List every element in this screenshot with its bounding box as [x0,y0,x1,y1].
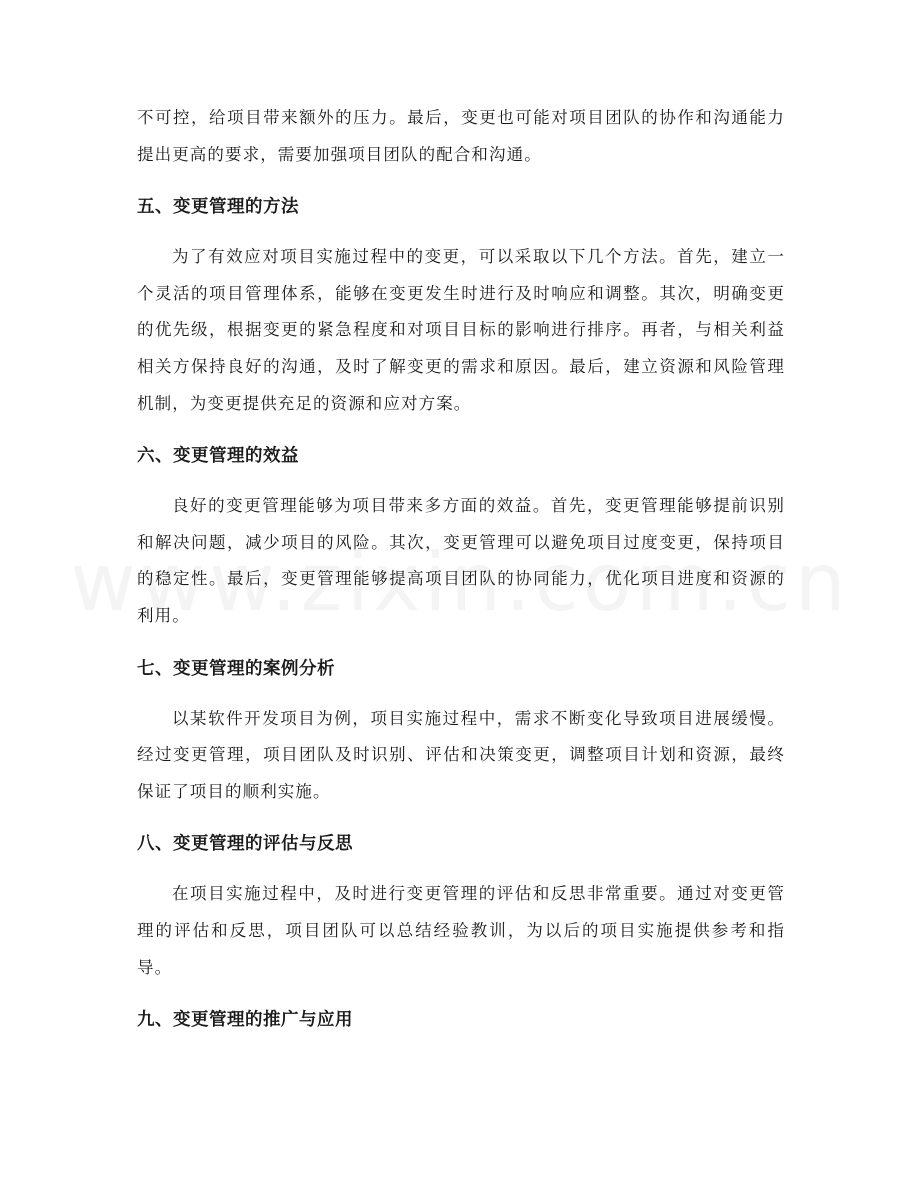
section-heading-6: 六、变更管理的效益 [137,446,299,467]
section-heading-9: 九、变更管理的推广与应用 [137,1010,353,1031]
section-heading-5: 五、变更管理的方法 [137,197,299,218]
section-heading-7: 七、变更管理的案例分析 [137,658,335,679]
section-heading-8: 八、变更管理的评估与反思 [137,834,353,855]
document-page [137,100,785,1038]
paragraph-section-7: 以某软件开发项目为例，项目实施过程中，需求不断变化导致项目进展缓慢。经过变更管理，项目团队及时识别、评估和决策变更，调整项目计划和资源，最终保证了项目的顺利实施。 [137,708,785,801]
paragraph-section-5: 为了有效应对项目实施过程中的变更，可以采取以下几个方法。首先，建立一个灵活的项目管理体系，能够在变更发生时进行及时响应和调整。其次，明确变更的优先级，根据变更的紧急程度和对项目目标的影响进行排序。再者，与相关利益相关方保持良好的沟通，及时了解变更的需求和原因。最后，建立资源和风险管理机制，为变更提供充足的资源和应对方案。 [137,247,785,413]
paragraph-continued: 不可控，给项目带来额外的压力。最后，变更也可能对项目团队的协作和沟通能力提出更高的要求，需要加强项目团队的配合和沟通。 [137,108,785,164]
paragraph-section-8: 在项目实施过程中，及时进行变更管理的评估和反思非常重要。通过对变更管理的评估和反思，项目团队可以总结经验教训，为以后的项目实施提供参考和指导。 [137,884,785,977]
paragraph-section-6: 良好的变更管理能够为项目带来多方面的效益。首先，变更管理能够提前识别和解决问题，减少项目的风险。其次，变更管理可以避免项目过度变更，保持项目的稳定性。最后，变更管理能够提高项目团队的协同能力，优化项目进度和资源的利用。 [137,496,785,625]
